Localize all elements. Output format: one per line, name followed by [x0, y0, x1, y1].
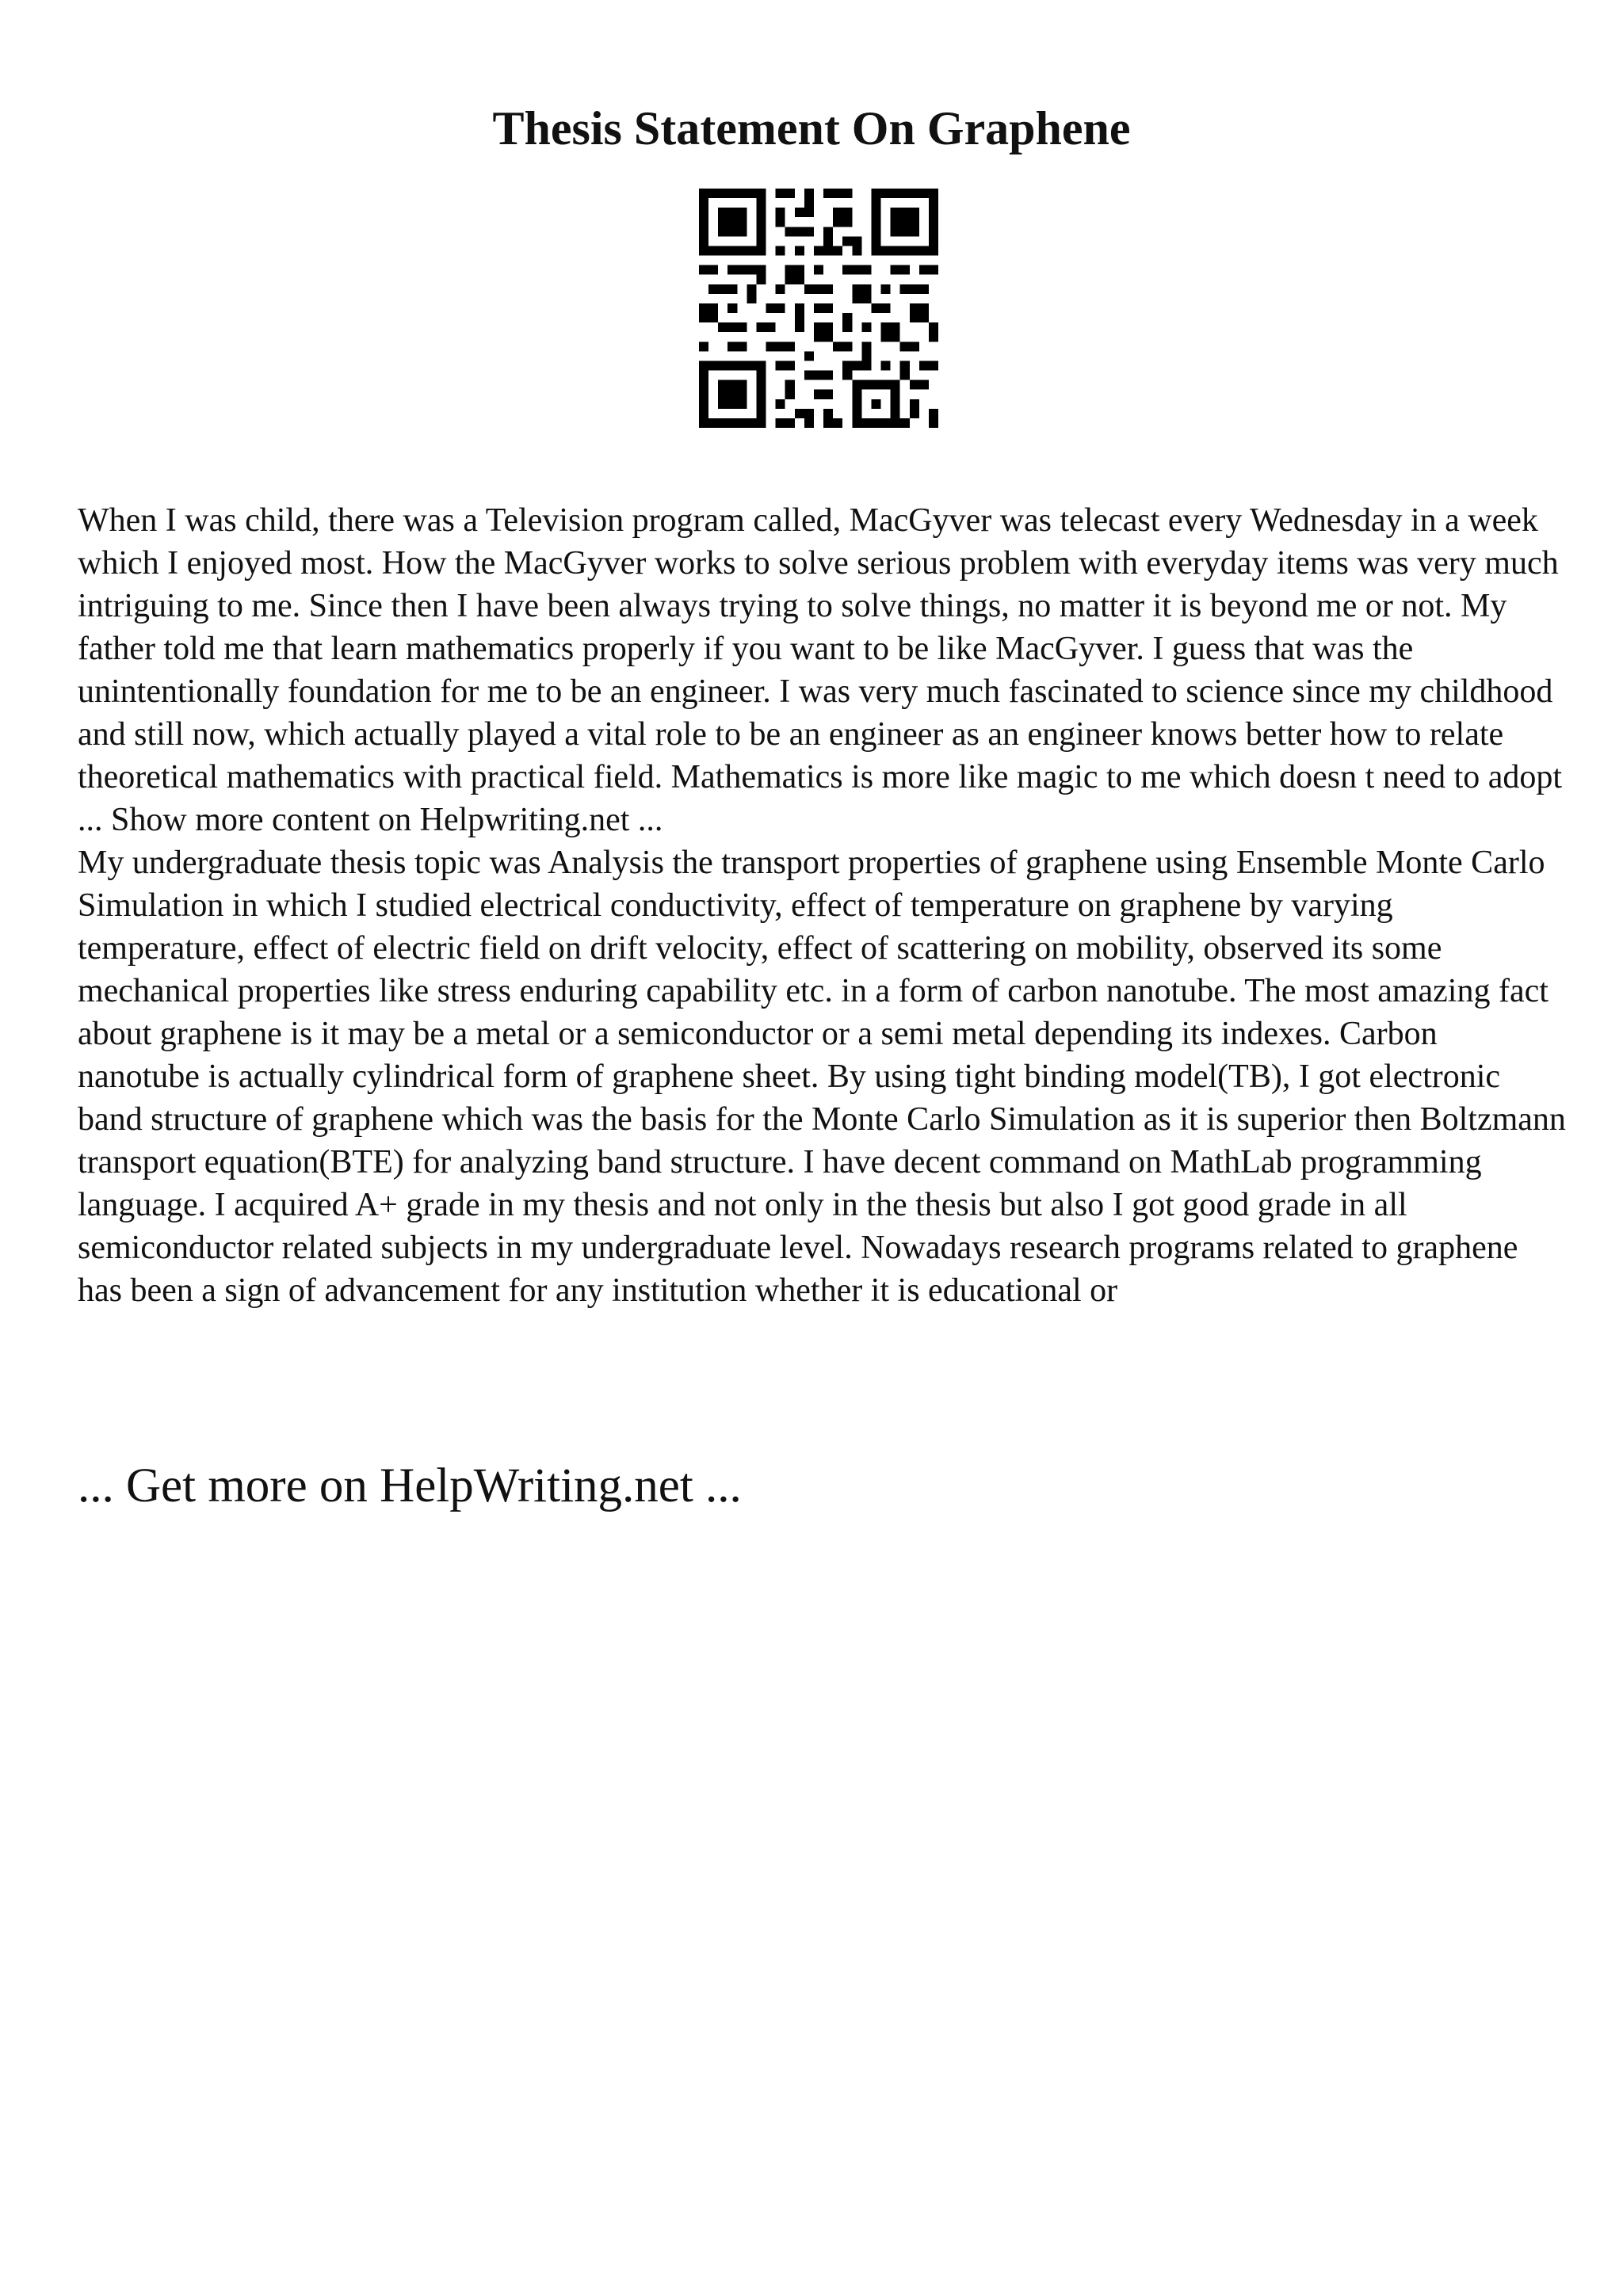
body-paragraph-1: When I was child, there was a Television program called, MacGyver was telecast every Wednesday in a week which I enjoyed most. How the MacGyver works to solve serious problem with everyday items was very much intriguing to me. Since then I have been always trying to solve things, no matter it is beyond me or not. My father told me that learn mathematics properly if you want to be like MacGyver. I guess that was the unintentionally foundation for me to be an engineer. I was very much fascinated to science since my childhood and still now, which actually played a vital role to be an engineer as an engineer knows better how to relate theoretical mathematics with practical field. Mathematics is more like magic to me which doesn t need to adopt ... Show more content on Helpwriting.net ... — [78, 502, 1563, 838]
document-title: Thesis Statement On Graphene — [492, 102, 1131, 154]
qr-code-icon — [699, 189, 938, 428]
document-body — [78, 499, 1568, 1312]
body-paragraph-2: My undergraduate thesis topic was Analysis the transport properties of graphene using Ensemble Monte Carlo Simulation in which I studied electrical conductivity, effect of temperature on graphene by varying temperature, effect of electric field on drift velocity, effect of scattering on mobility, observed its some mechanical properties like stress enduring capability etc. in a form of carbon nanotube. The most amazing fact about graphene is it may be a metal or a semiconductor or a semi metal depending its indexes. Carbon nanotube is actually cylindrical form of graphene sheet. By using tight binding model(TB), I got electronic band structure of graphene which was the basis for the Monte Carlo Simulation as it is superior then Boltzmann transport equation(BTE) for analyzing band structure. I have decent command on MathLab programming language. I acquired A+ grade in my thesis and not only in the thesis but also I got good grade in all semiconductor related subjects in my undergraduate level. Nowadays research programs related to graphene has been a sign of advancement for any institution whether it is educational or — [78, 845, 1566, 1309]
get-more-link[interactable]: ... Get more on HelpWriting.net ... — [78, 1459, 742, 1512]
